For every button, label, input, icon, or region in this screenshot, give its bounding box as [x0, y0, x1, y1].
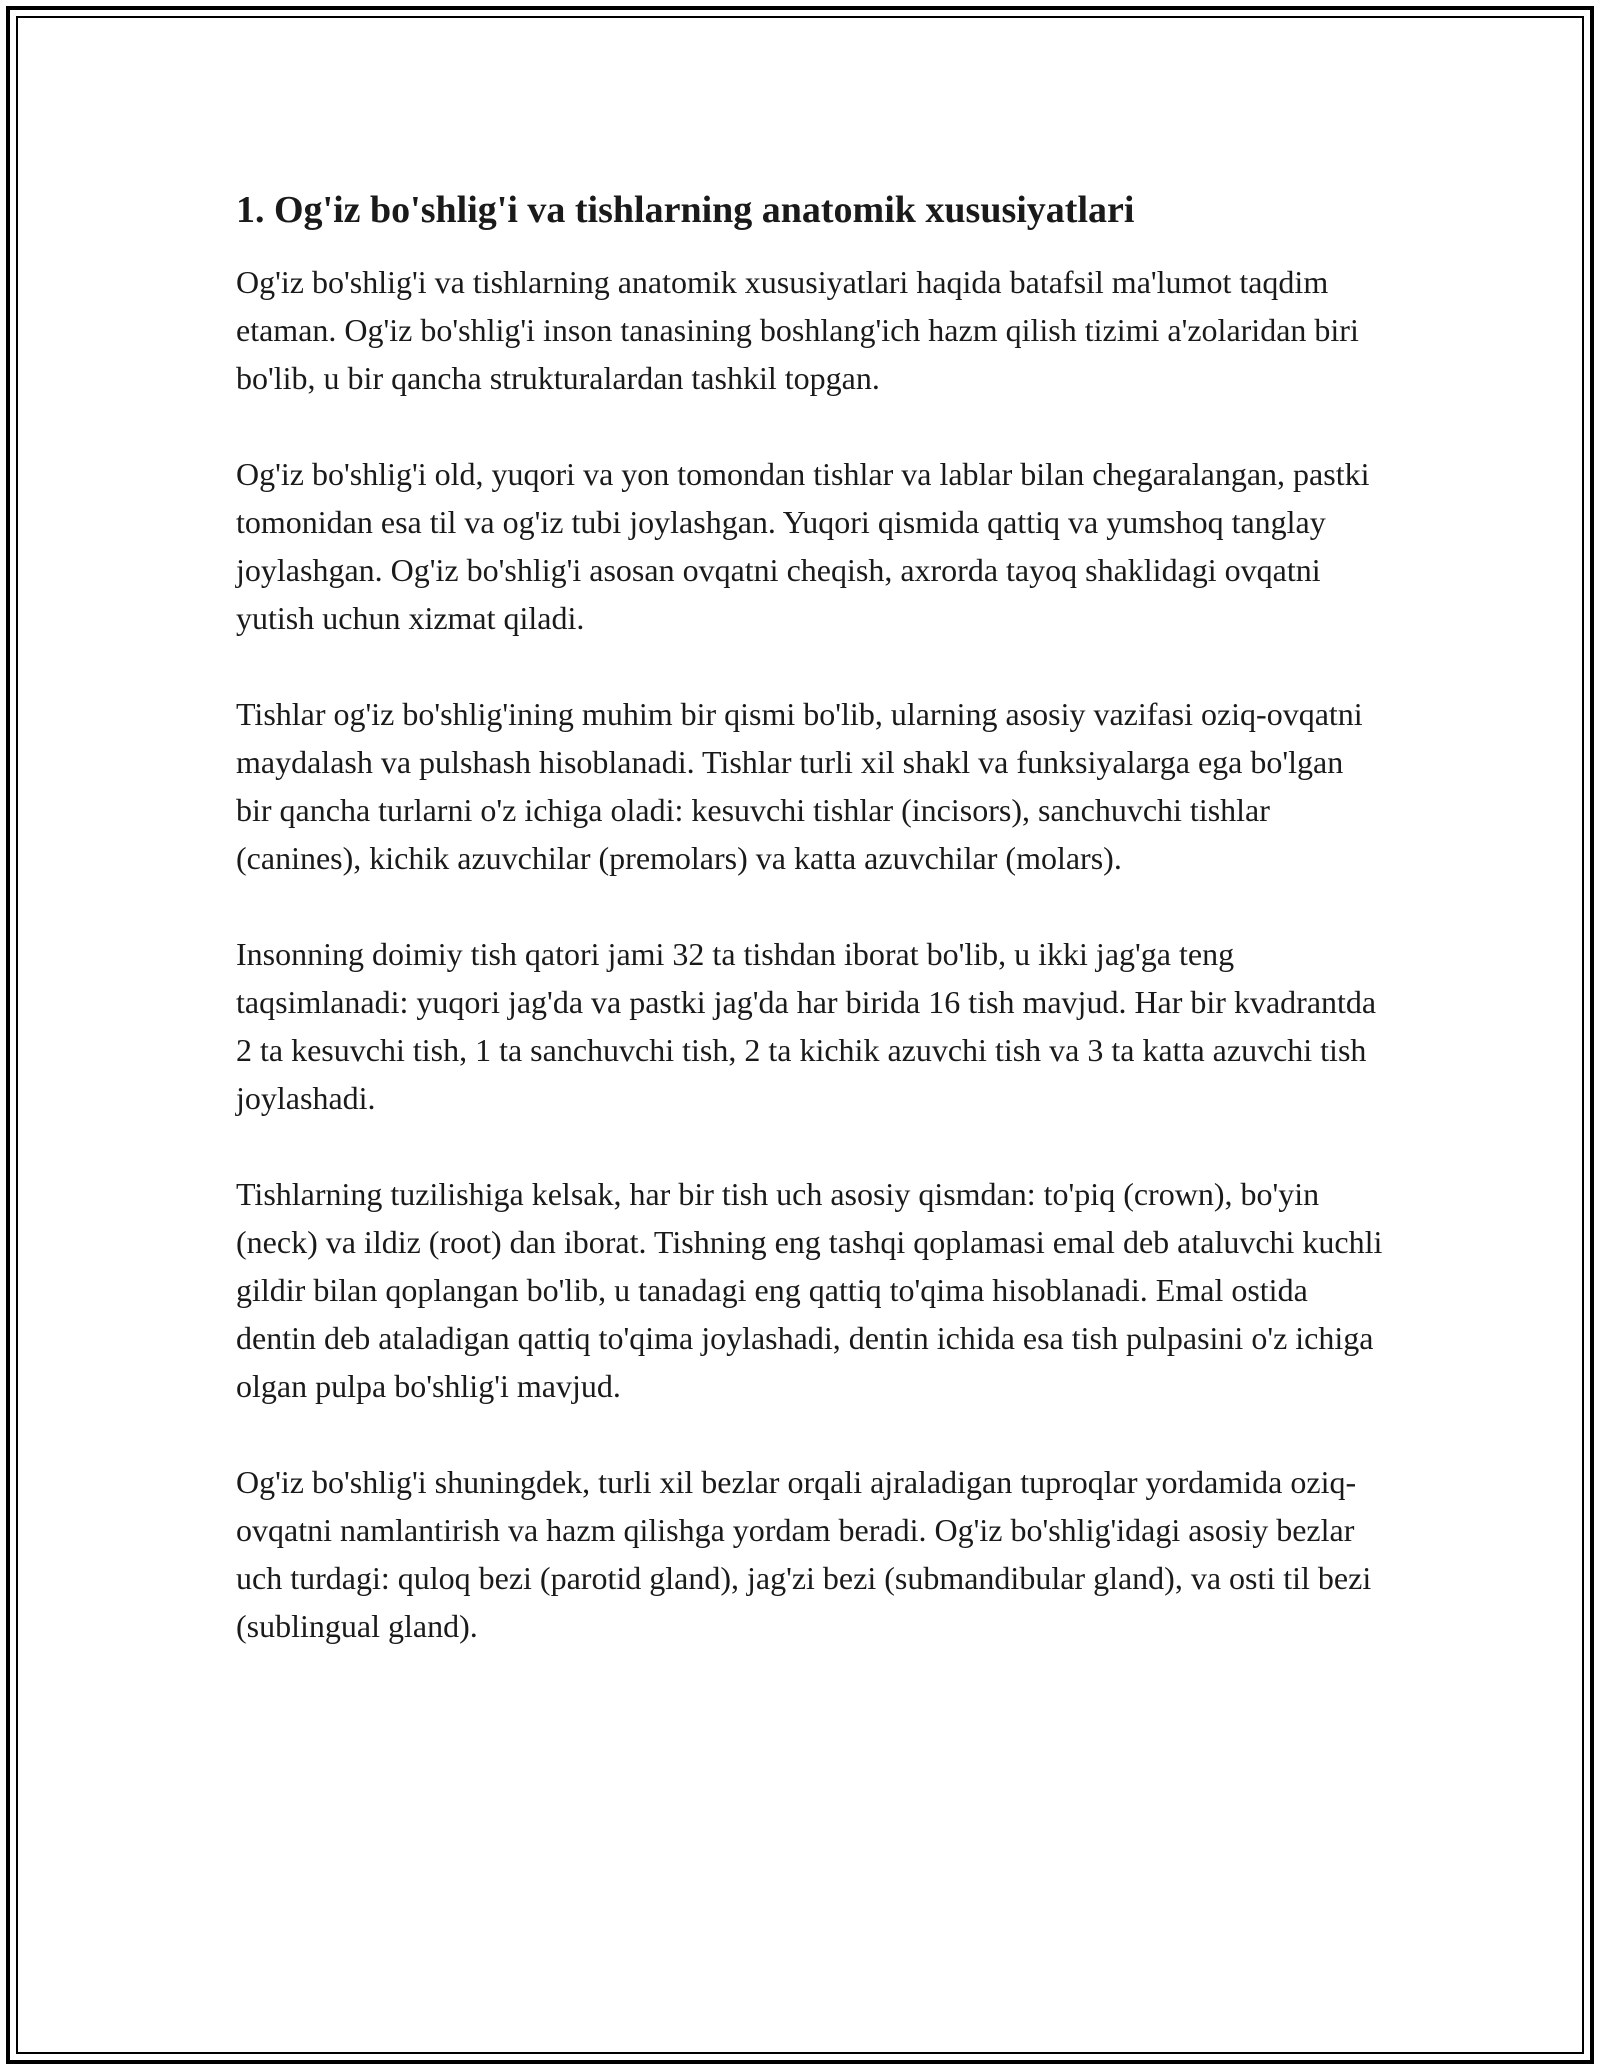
paragraph-oral-cavity-boundaries: Og'iz bo'shlig'i old, yuqori va yon tomondan tishlar va lablar bilan chegaralangan, pastki tomonidan esa til va og'iz tubi joylashgan. Yuqori qismida qattiq va yumshoq tanglay joylashgan. Og'iz bo'shlig'i asosan ovqatni cheqish, axrorda tayoq shaklidagi ovqatni yutish uchun xizmat qiladi. — [236, 456, 1370, 636]
paragraph-tooth-structure: Tishlarning tuzilishiga kelsak, har bir tish uch asosiy qismdan: to'piq (crown), bo'yin (neck) va ildiz (root) dan iborat. Tishning eng tashqi qoplamasi emal deb ataluvchi kuchli gildir bilan qoplangan bo'lib, u tanadagi eng qattiq to'qima hisoblanadi. Emal ostida dentin deb ataladigan qattiq to'qima joylashadi, dentin ichida esa tish pulpasini o'z ichiga olgan pulpa bo'shlig'i mavjud. — [236, 1176, 1383, 1404]
document-body — [236, 186, 1386, 1698]
paragraph-intro: Og'iz bo'shlig'i va tishlarning anatomik xususiyatlari haqida batafsil ma'lumot taqdim etaman. Og'iz bo'shlig'i inson tanasining boshlang'ich hazm qilish tizimi a'zolaridan biri bo'lib, u bir qancha strukturalardan tashkil topgan. — [236, 264, 1359, 396]
paragraph-salivary-glands: Og'iz bo'shlig'i shuningdek, turli xil bezlar orqali ajraladigan tuproqlar yordamida oziq-ovqatni namlantirish va hazm qilishga yordam beradi. Og'iz bo'shlig'idagi asosiy bezlar uch turdagi: quloq bezi (parotid gland), jag'zi bezi (submandibular gland), va osti til bezi (sublingual gland). — [236, 1464, 1372, 1644]
paragraph-teeth-types: Tishlar og'iz bo'shlig'ining muhim bir qismi bo'lib, ularning asosiy vazifasi oziq-ovqatni maydalash va pulshash hisoblanadi. Tishlar turli xil shakl va funksiyalarga ega bo'lgan bir qancha turlarni o'z ichiga oladi: kesuvchi tishlar (incisors), sanchuvchi tishlar (canines), kichik azuvchilar (premolars) va katta azuvchilar (molars). — [236, 696, 1363, 876]
paragraph-permanent-dentition: Insonning doimiy tish qatori jami 32 ta tishdan iborat bo'lib, u ikki jag'ga teng taqsimlanadi: yuqori jag'da va pastki jag'da har birida 16 tish mavjud. Har bir kvadrantda 2 ta kesuvchi tish, 1 ta sanchuvchi tish, 2 ta kichik azuvchi tish va 3 ta katta azuvchi tish joylashadi. — [236, 936, 1377, 1116]
section-heading: 1. Og'iz bo'shlig'i va tishlarning anatomik xususiyatlari — [236, 189, 1135, 231]
